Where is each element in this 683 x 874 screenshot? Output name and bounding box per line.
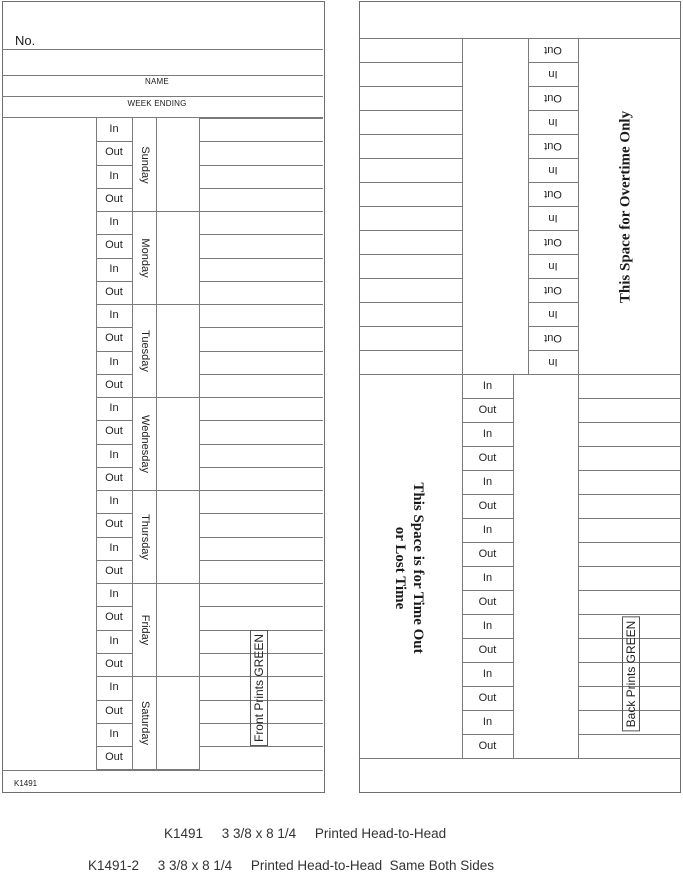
- in-label: In: [109, 448, 119, 461]
- out-label: Out: [478, 740, 497, 752]
- timeout-title-line2: or Lost Time: [392, 526, 408, 610]
- entry-line: [199, 444, 323, 445]
- column-line: [462, 38, 463, 374]
- entry-line: [359, 134, 462, 135]
- out-label: Out: [544, 236, 562, 248]
- entry-line: [199, 397, 323, 398]
- day-label-friday: Friday: [139, 614, 151, 645]
- entry-line: [359, 206, 462, 207]
- entry-line: [578, 398, 681, 399]
- in-label: In: [109, 402, 119, 415]
- out-label: Out: [544, 44, 562, 56]
- entry-line: [199, 467, 323, 468]
- entry-line: [199, 118, 323, 119]
- in-label: In: [548, 164, 558, 176]
- out-label: Out: [105, 378, 123, 391]
- top-rule: [359, 38, 681, 39]
- column-line: [578, 38, 579, 374]
- out-label: Out: [544, 332, 562, 344]
- footer-line-1: K1491 3 3/8 x 8 1/4 Printed Head-to-Head: [164, 826, 447, 841]
- entry-line: [199, 746, 323, 747]
- in-label: In: [109, 727, 119, 740]
- entry-line: [578, 470, 681, 471]
- day-label-monday: Monday: [139, 237, 151, 278]
- in-label: In: [109, 588, 119, 601]
- entry-line: [199, 258, 323, 259]
- in-label: In: [109, 123, 119, 135]
- entry-line: [578, 734, 681, 735]
- week-ending-label: WEEK ENDING: [127, 99, 187, 108]
- entry-line: [199, 583, 323, 584]
- entry-line: [359, 350, 462, 351]
- entry-line: [199, 606, 323, 607]
- entry-line: [199, 560, 323, 561]
- day-label-sunday: Sunday: [139, 145, 151, 184]
- header-line-number: [2, 49, 323, 50]
- entry-line: [199, 304, 323, 305]
- in-label: In: [548, 260, 558, 272]
- entry-line: [578, 422, 681, 423]
- in-label: In: [548, 356, 558, 368]
- entry-line: [578, 614, 681, 615]
- name-label: NAME: [145, 77, 169, 86]
- entry-line: [199, 188, 323, 189]
- out-label: Out: [478, 644, 497, 656]
- back-print-note: Back Prints GREEN: [622, 617, 640, 732]
- out-label: Out: [478, 548, 497, 560]
- out-label: Out: [105, 471, 123, 484]
- entry-line: [199, 211, 323, 212]
- out-label: Out: [105, 239, 123, 252]
- card-code: K1491: [14, 779, 38, 788]
- entry-line: [199, 420, 323, 421]
- in-label: In: [548, 68, 558, 80]
- entry-line: [359, 86, 462, 87]
- entry-line: [578, 566, 681, 567]
- day-label-wednesday: Wednesday: [139, 414, 151, 473]
- entry-line: [199, 490, 323, 491]
- column-line: [156, 118, 157, 770]
- out-label: Out: [478, 692, 497, 704]
- entry-line: [359, 278, 462, 279]
- out-label: Out: [544, 188, 562, 200]
- entry-line: [359, 110, 462, 111]
- in-label: In: [109, 541, 119, 554]
- footer-line-2: K1491-2 3 3/8 x 8 1/4 Printed Head-to-Head Same Both Sides: [88, 858, 494, 873]
- out-label: Out: [105, 425, 123, 438]
- entry-line: [199, 141, 323, 142]
- out-label: Out: [105, 611, 123, 624]
- day-label-thursday: Thursday: [139, 513, 151, 560]
- number-label: No.: [15, 33, 36, 48]
- in-label: In: [109, 309, 119, 322]
- in-label: In: [109, 681, 119, 694]
- entry-line: [578, 518, 681, 519]
- entry-line: [578, 374, 681, 375]
- in-label: In: [482, 380, 493, 392]
- out-label: Out: [105, 332, 123, 345]
- timeout-title: [391, 482, 427, 653]
- entry-line: [359, 62, 462, 63]
- in-label: In: [548, 212, 558, 224]
- header-line: [2, 75, 323, 76]
- column-line: [132, 118, 133, 770]
- entry-line: [199, 351, 323, 352]
- in-label: In: [109, 169, 119, 182]
- in-label: In: [482, 668, 493, 680]
- in-label: In: [482, 716, 493, 728]
- in-label: In: [548, 116, 558, 128]
- in-label: In: [482, 524, 493, 536]
- entry-line: [578, 590, 681, 591]
- out-label: Out: [105, 564, 123, 577]
- bottom-rule: [359, 758, 681, 759]
- entry-line: [359, 158, 462, 159]
- out-label: Out: [105, 751, 123, 764]
- out-label: Out: [478, 452, 497, 464]
- out-label: Out: [105, 657, 123, 670]
- in-label: In: [482, 428, 493, 440]
- entry-line: [359, 254, 462, 255]
- entry-line: [199, 234, 323, 235]
- day-label-tuesday: Tuesday: [139, 329, 151, 372]
- in-label: In: [109, 355, 119, 368]
- out-label: Out: [105, 704, 123, 717]
- header-line-name: [2, 96, 323, 97]
- out-label: Out: [478, 596, 497, 608]
- entry-line: [199, 513, 323, 514]
- day-label-saturday: Saturday: [139, 700, 151, 745]
- column-line: [513, 374, 514, 758]
- entry-line: [578, 494, 681, 495]
- entry-line: [359, 326, 462, 327]
- day-separator: [96, 769, 199, 770]
- entry-line: [359, 230, 462, 231]
- out-label: Out: [544, 140, 562, 152]
- entry-line: [359, 182, 462, 183]
- out-label: Out: [105, 146, 123, 159]
- out-label: Out: [478, 404, 497, 416]
- in-label: In: [109, 216, 119, 229]
- entry-line: [199, 537, 323, 538]
- in-label: In: [482, 476, 493, 488]
- entry-line: [578, 446, 681, 447]
- front-print-note: Front Prints GREEN: [250, 630, 268, 746]
- out-label: Out: [105, 518, 123, 531]
- entry-line: [199, 374, 323, 375]
- overtime-title: This Space for Overtime Only: [617, 110, 634, 304]
- in-label: In: [109, 495, 119, 508]
- out-label: Out: [105, 285, 123, 298]
- in-label: In: [109, 634, 119, 647]
- entry-line: [359, 302, 462, 303]
- out-label: Out: [544, 284, 562, 296]
- in-label: In: [482, 572, 493, 584]
- entry-line: [199, 165, 323, 166]
- entry-line: [199, 327, 323, 328]
- in-label: In: [482, 620, 493, 632]
- in-label: In: [109, 262, 119, 275]
- entry-line: [199, 281, 323, 282]
- timeout-title-line1: This Space is for Time Out: [410, 482, 426, 654]
- out-label: Out: [105, 192, 123, 205]
- entry-line: [578, 542, 681, 543]
- out-label: Out: [478, 500, 497, 512]
- in-label: In: [548, 308, 558, 320]
- out-label: Out: [544, 92, 562, 104]
